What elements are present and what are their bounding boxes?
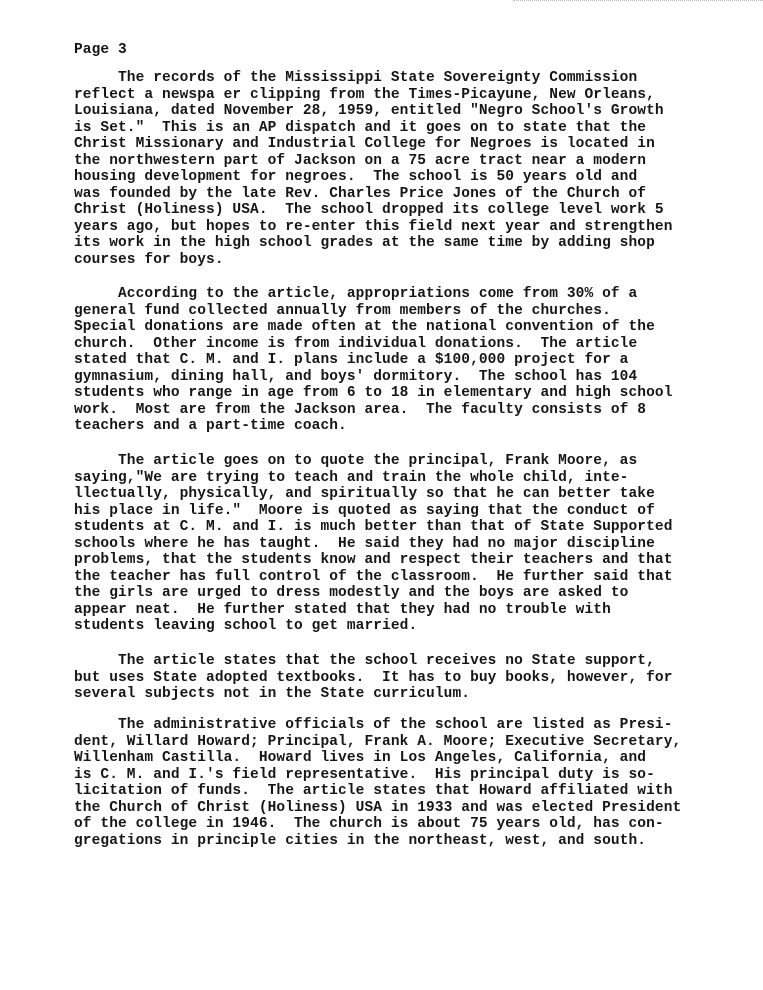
text-line: licitation of funds. The article states that Howard affiliated with [74,783,673,799]
text-line: The records of the Mississippi State Sovereignty Commission [74,70,638,86]
text-line: work. Most are from the Jackson area. The faculty consists of 8 [74,401,647,418]
text-line: students leaving school to get married. [74,618,418,634]
text-line: teachers and a part-time coach. [74,418,347,434]
text-line: the teacher has full control of the classroom. He further said that [74,568,673,585]
paragraph-state-support [74,653,714,703]
text-line: schools where he has taught. He said they had no major discipline [74,535,655,552]
paragraph-newspaper-clipping [74,70,714,268]
text-line: Special donations are made often at the national convention of the [74,319,655,335]
text-line: his place in life." Moore is quoted as saying that the conduct of [74,502,655,519]
text-line: stated that C. M. and I. plans include a $100,000 project for a [74,352,629,368]
text-line: Louisiana, dated November 28, 1959, entitled "Negro School's Growth [74,103,664,119]
paragraph-principal-quote [74,453,714,635]
text-line: students who range in age from 6 to 18 in elementary and high school [74,385,673,401]
page-label: Page 3 [74,42,127,58]
text-line: problems, that the students know and respect their teachers and that [74,552,673,568]
text-line: was founded by the late Rev. Charles Price Jones of the Church of [74,185,647,202]
text-line: housing development for negroes. The school is 50 years old and [74,169,638,185]
text-line: general fund collected annually from members of the churches. [74,302,611,319]
paragraph-appropriations [74,286,714,435]
text-line: the Church of Christ (Holiness) USA in 1933 and was elected President [74,799,682,816]
text-line: The article states that the school receives no State support, [74,653,655,669]
text-line: saying,"We are trying to teach and train the whole child, inte- [74,469,629,486]
paragraph-administrative-officials [74,717,714,849]
text-line: gregations in principle cities in the northeast, west, and south. [74,832,647,849]
text-line: According to the article, appropriations come from 30% of a [74,286,638,302]
text-line: students at C. M. and I. is much better than that of State Supported [74,519,673,535]
text-line: of the college in 1946. The church is about 75 years old, has con- [74,816,664,832]
text-line: The administrative officials of the school are listed as Presi- [74,717,673,733]
text-line: appear neat. He further stated that they had no trouble with [74,601,611,618]
text-line: the girls are urged to dress modestly and the boys are asked to [74,585,629,601]
text-line: is Set." This is an AP dispatch and it goes on to state that the [74,119,647,136]
text-line: church. Other income is from individual donations. The article [74,335,638,352]
text-line: several subjects not in the State curriculum. [74,686,471,702]
text-line: The article goes on to quote the principal, Frank Moore, as [74,453,638,469]
text-line: the northwestern part of Jackson on a 75 acre tract near a modern [74,152,647,169]
text-line: Willenham Castilla. Howard lives in Los Angeles, California, and [74,750,647,766]
text-line: Christ (Holiness) USA. The school dropped its college level work 5 [74,202,664,218]
text-line: years ago, but hopes to re-enter this field next year and strengthen [74,218,673,235]
text-line: courses for boys. [74,251,224,268]
text-line: is C. M. and I.'s field representative. His principal duty is so- [74,766,655,783]
text-line: reflect a newspa er clipping from the Times-Picayune, New Orleans, [74,86,655,103]
text-line: but uses State adopted textbooks. It has to buy books, however, for [74,669,673,686]
top-dotted-rule [513,0,763,1]
text-line: gymnasium, dining hall, and boys' dormitory. The school has 104 [74,368,638,385]
text-line: llectually, physically, and spiritually so that he can better take [74,486,655,502]
text-line: its work in the high school grades at the same time by adding shop [74,235,655,251]
text-line: Christ Missionary and Industrial College for Negroes is located in [74,136,655,152]
text-line: dent, Willard Howard; Principal, Frank A. Moore; Executive Secretary, [74,733,682,750]
